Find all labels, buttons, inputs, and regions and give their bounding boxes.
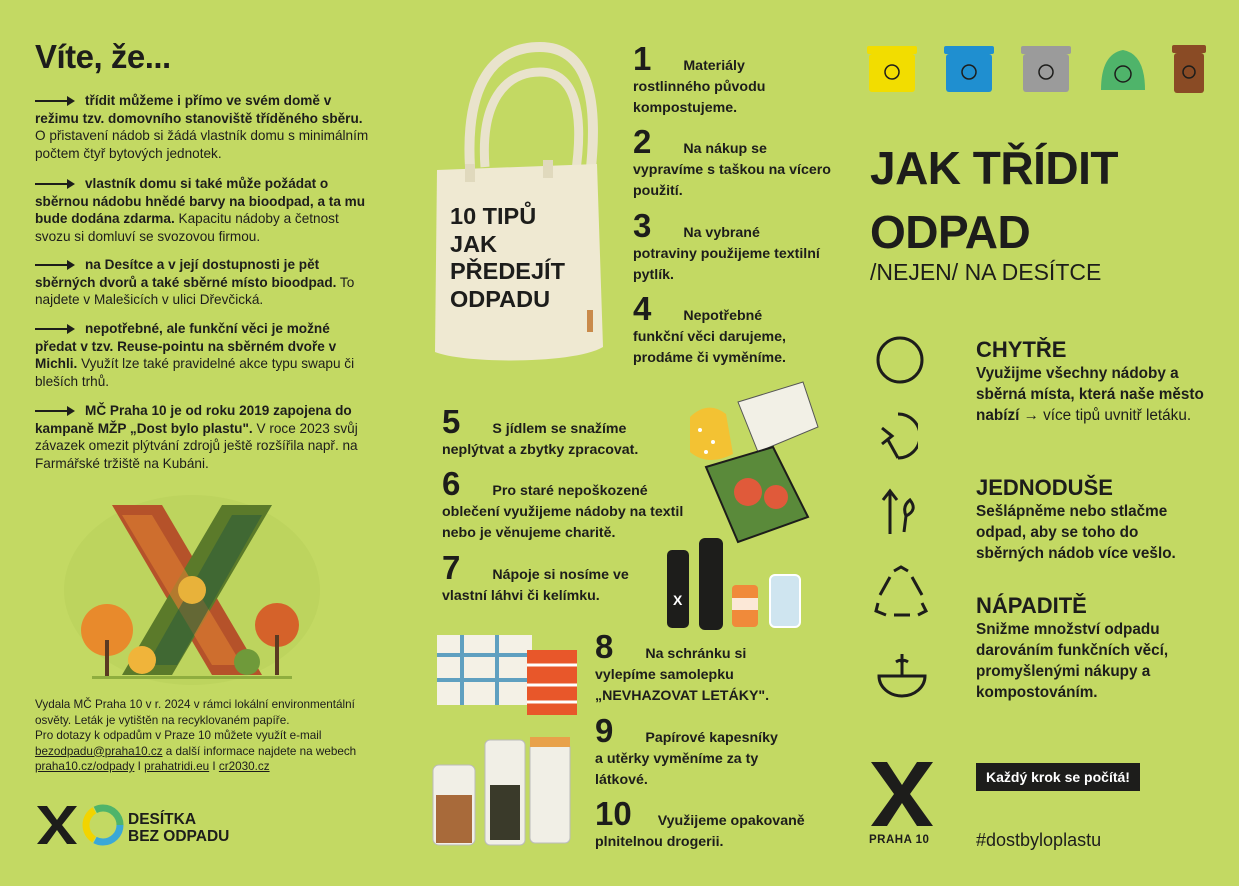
email-link[interactable]: bezodpadu@praha10.cz (35, 744, 163, 758)
web-link[interactable]: prahatridi.eu (144, 760, 210, 773)
yellow-bin-icon (867, 46, 917, 92)
circle-icon (874, 334, 926, 386)
arrows-up-icon (880, 486, 922, 538)
praha10-label: PRAHA 10 (869, 834, 930, 846)
arrow-right-icon (35, 96, 75, 106)
tip-item: 4 Nepotřebné funkční věci darujeme, prodáme či vyměníme. (633, 290, 786, 366)
arrow-right-icon (35, 324, 75, 334)
advice-item: JEDNODUŠE Sešlápněme nebo stlačme odpad, aby se toho do sběrných nádob více vešlo. (976, 475, 1176, 562)
page-title: Víte, že... (35, 38, 171, 75)
food-bags-illustration (678, 372, 828, 552)
imprint: Vydala MČ Praha 10 v r. 2024 v rámci lokální environmentální osvěty. Leták je vytištěn na recyklovaném papíře. Pro dotazy k odpadům v Praze 10 můžete využít e-mail bezodpadu@praha10.cz a další informace najdete na webech praha10.cz/odpady I prahatridi.eu I cr2030.cz (35, 698, 357, 773)
tip-item: 6 Pro staré nepoškozené oblečení využijeme nádoby na textil nebo je věnujeme charitě. (442, 465, 684, 541)
bottles-illustration (655, 530, 820, 635)
fact-item: nepotřebné, ale funkční věci je možné předat v tzv. Reuse-pointu na sběrném dvoře v Michli. Využít lze také pravidelné akce typu swapu či bleších trhů. (35, 321, 355, 389)
main-title: JAK TŘÍDIT ODPAD (870, 142, 1118, 258)
tip-item: 2 Na nákup se vypravíme s taškou na vícero použití. (633, 123, 831, 199)
subtitle: /NEJEN/ NA DESÍTCE (870, 259, 1102, 285)
fact-item: na Desítce a v její dostupnosti je pět sběrných dvorů a také sběrné místo bioodpad. To najdete v Malešicích v ulici Dřevčická. (35, 257, 355, 307)
compost-bowl-icon (876, 650, 928, 700)
waste-bins-row (865, 42, 1210, 98)
svg-text:X: X (673, 592, 683, 608)
advice-item: CHYTŘE Využijme všechny nádoby a sběrná místa, která naše město nabízí → více tipů uvnitř letáku. (976, 337, 1204, 424)
x-forest-illustration (62, 490, 322, 690)
brown-bin-icon (1172, 45, 1206, 93)
tip-item: 10 Využijeme opakovaně plnitelnou drogerii. (595, 795, 805, 850)
desitka-logo-text: DESÍTKA BEZ ODPADU (128, 811, 230, 845)
tip-item: 7 Nápoje si nosíme ve vlastní láhvi či kelímku. (442, 549, 629, 604)
tip-item: 3 Na vybrané potraviny použijeme textilní pytlík. (633, 207, 820, 283)
arrow-right-icon (35, 179, 75, 189)
towels-illustration (432, 630, 582, 720)
tip-item: 9 Papírové kapesníky a utěrky vyměníme za ty látkové. (595, 712, 778, 788)
grey-bin-icon (1021, 46, 1071, 92)
jars-illustration (430, 735, 575, 850)
tip-item: 5 S jídlem se snažíme neplýtvat a zbytky zpracovat. (442, 403, 639, 458)
arrow-right-icon (35, 260, 75, 270)
fact-item: vlastník domu si také může požádat o sběrnou nádobu hnědé barvy na bioodpad, a ta mu bude dodána zdarma. Kapacitu nádoby a četnost svozu si domluví se svozovou firmou. (35, 176, 366, 244)
recycle-icon (872, 565, 930, 620)
praha10-x-logo-icon (869, 760, 935, 828)
fact-item: třídit můžeme i přímo ve svém domě v režimu tzv. domovního stanoviště tříděného sběru. O přistavení nádob si žádá vlastník domu s minimálním počtem čtyř bytových jednotek. (35, 93, 369, 161)
motto-badge: Každý krok se počítá! (976, 763, 1140, 791)
tip-item: 1 Materiály rostlinného původu kompostujeme. (633, 40, 766, 116)
blue-bin-icon (944, 46, 994, 92)
desitka-logo-icon (35, 800, 125, 850)
advice-item: NÁPADITĚ Snižme množství odpadu darováním funkčních věcí, promyšlenými nákupy a kompostováním. (976, 593, 1169, 701)
web-link[interactable]: praha10.cz/odpady (35, 760, 135, 773)
half-circle-arrow-icon (878, 410, 918, 462)
arrow-right-icon (35, 406, 75, 416)
fact-item: MČ Praha 10 je od roku 2019 zapojena do kampaně MŽP „Dost bylo plastu". V roce 2023 svůj závazek omezit plýtvání zdrojů ještě rozšířila např. na Farmářské tržiště na Kubáni. (35, 403, 358, 471)
green-bell-container-icon (1101, 50, 1145, 90)
tip-item: 8 Na schránku si vylepíme samolepku „NEVHAZOVAT LETÁKY". (595, 628, 770, 704)
hashtag: #dostbyloplastu (976, 830, 1102, 850)
web-link[interactable]: cr2030.cz (218, 760, 270, 773)
bag-headline: 10 TIPŮ JAK PŘEDEJÍT ODPADU (450, 203, 565, 312)
